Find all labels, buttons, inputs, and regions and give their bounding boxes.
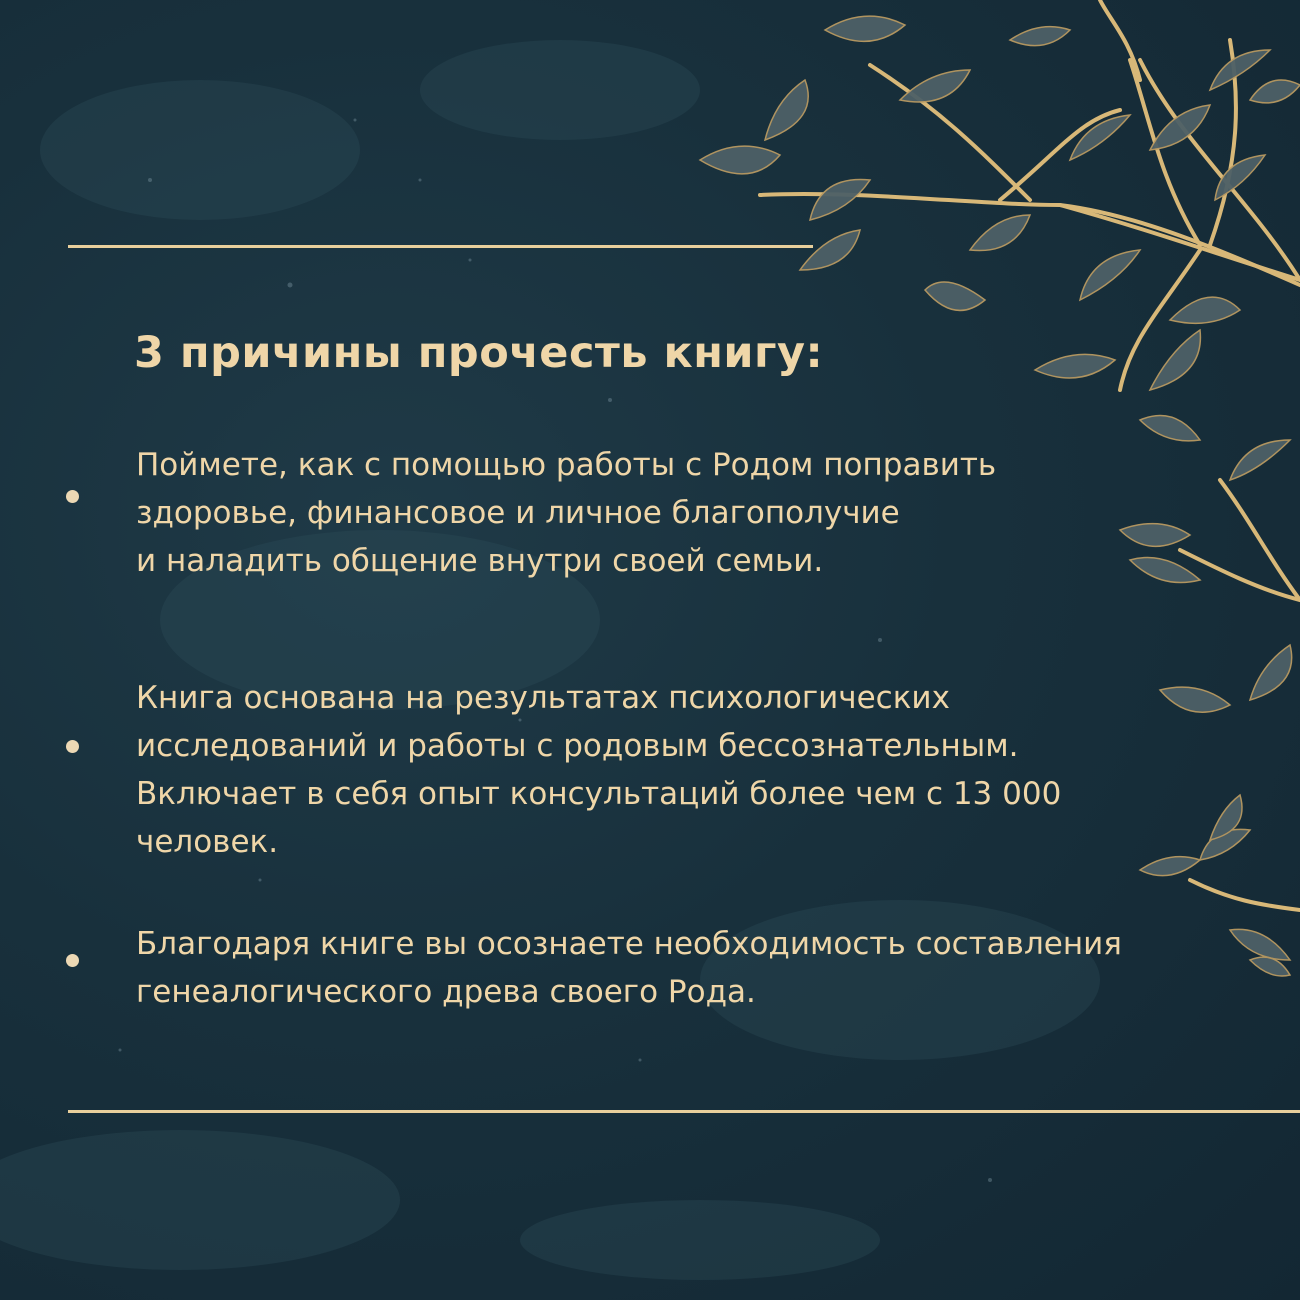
reason-text (136, 441, 1186, 585)
reason-line: здоровье, финансовое и личное благополучие (136, 495, 900, 531)
bottom-divider (68, 1110, 1300, 1113)
bullet-icon (66, 490, 79, 503)
reason-text (136, 920, 1186, 1016)
reason-line: Книга основана на результатах психологических (136, 680, 950, 716)
reason-line: и наладить общение внутри своей семьи. (136, 543, 824, 579)
reason-text (136, 674, 1186, 866)
bullet-icon (66, 954, 79, 967)
top-divider (68, 245, 813, 248)
page-title: 3 причины прочесть книгу: (134, 328, 824, 378)
reason-line: человек. (136, 824, 279, 860)
bullet-icon (66, 740, 79, 753)
reason-line: Включает в себя опыт консультаций более чем с 13 000 (136, 776, 1062, 812)
reason-line: Поймете, как с помощью работы с Родом поправить (136, 447, 997, 483)
reason-line: Благодаря книге вы осознаете необходимость составления (136, 926, 1122, 962)
reason-line: исследований и работы с родовым бессознательным. (136, 728, 1019, 764)
reason-line: генеалогического древа своего Рода. (136, 974, 756, 1010)
